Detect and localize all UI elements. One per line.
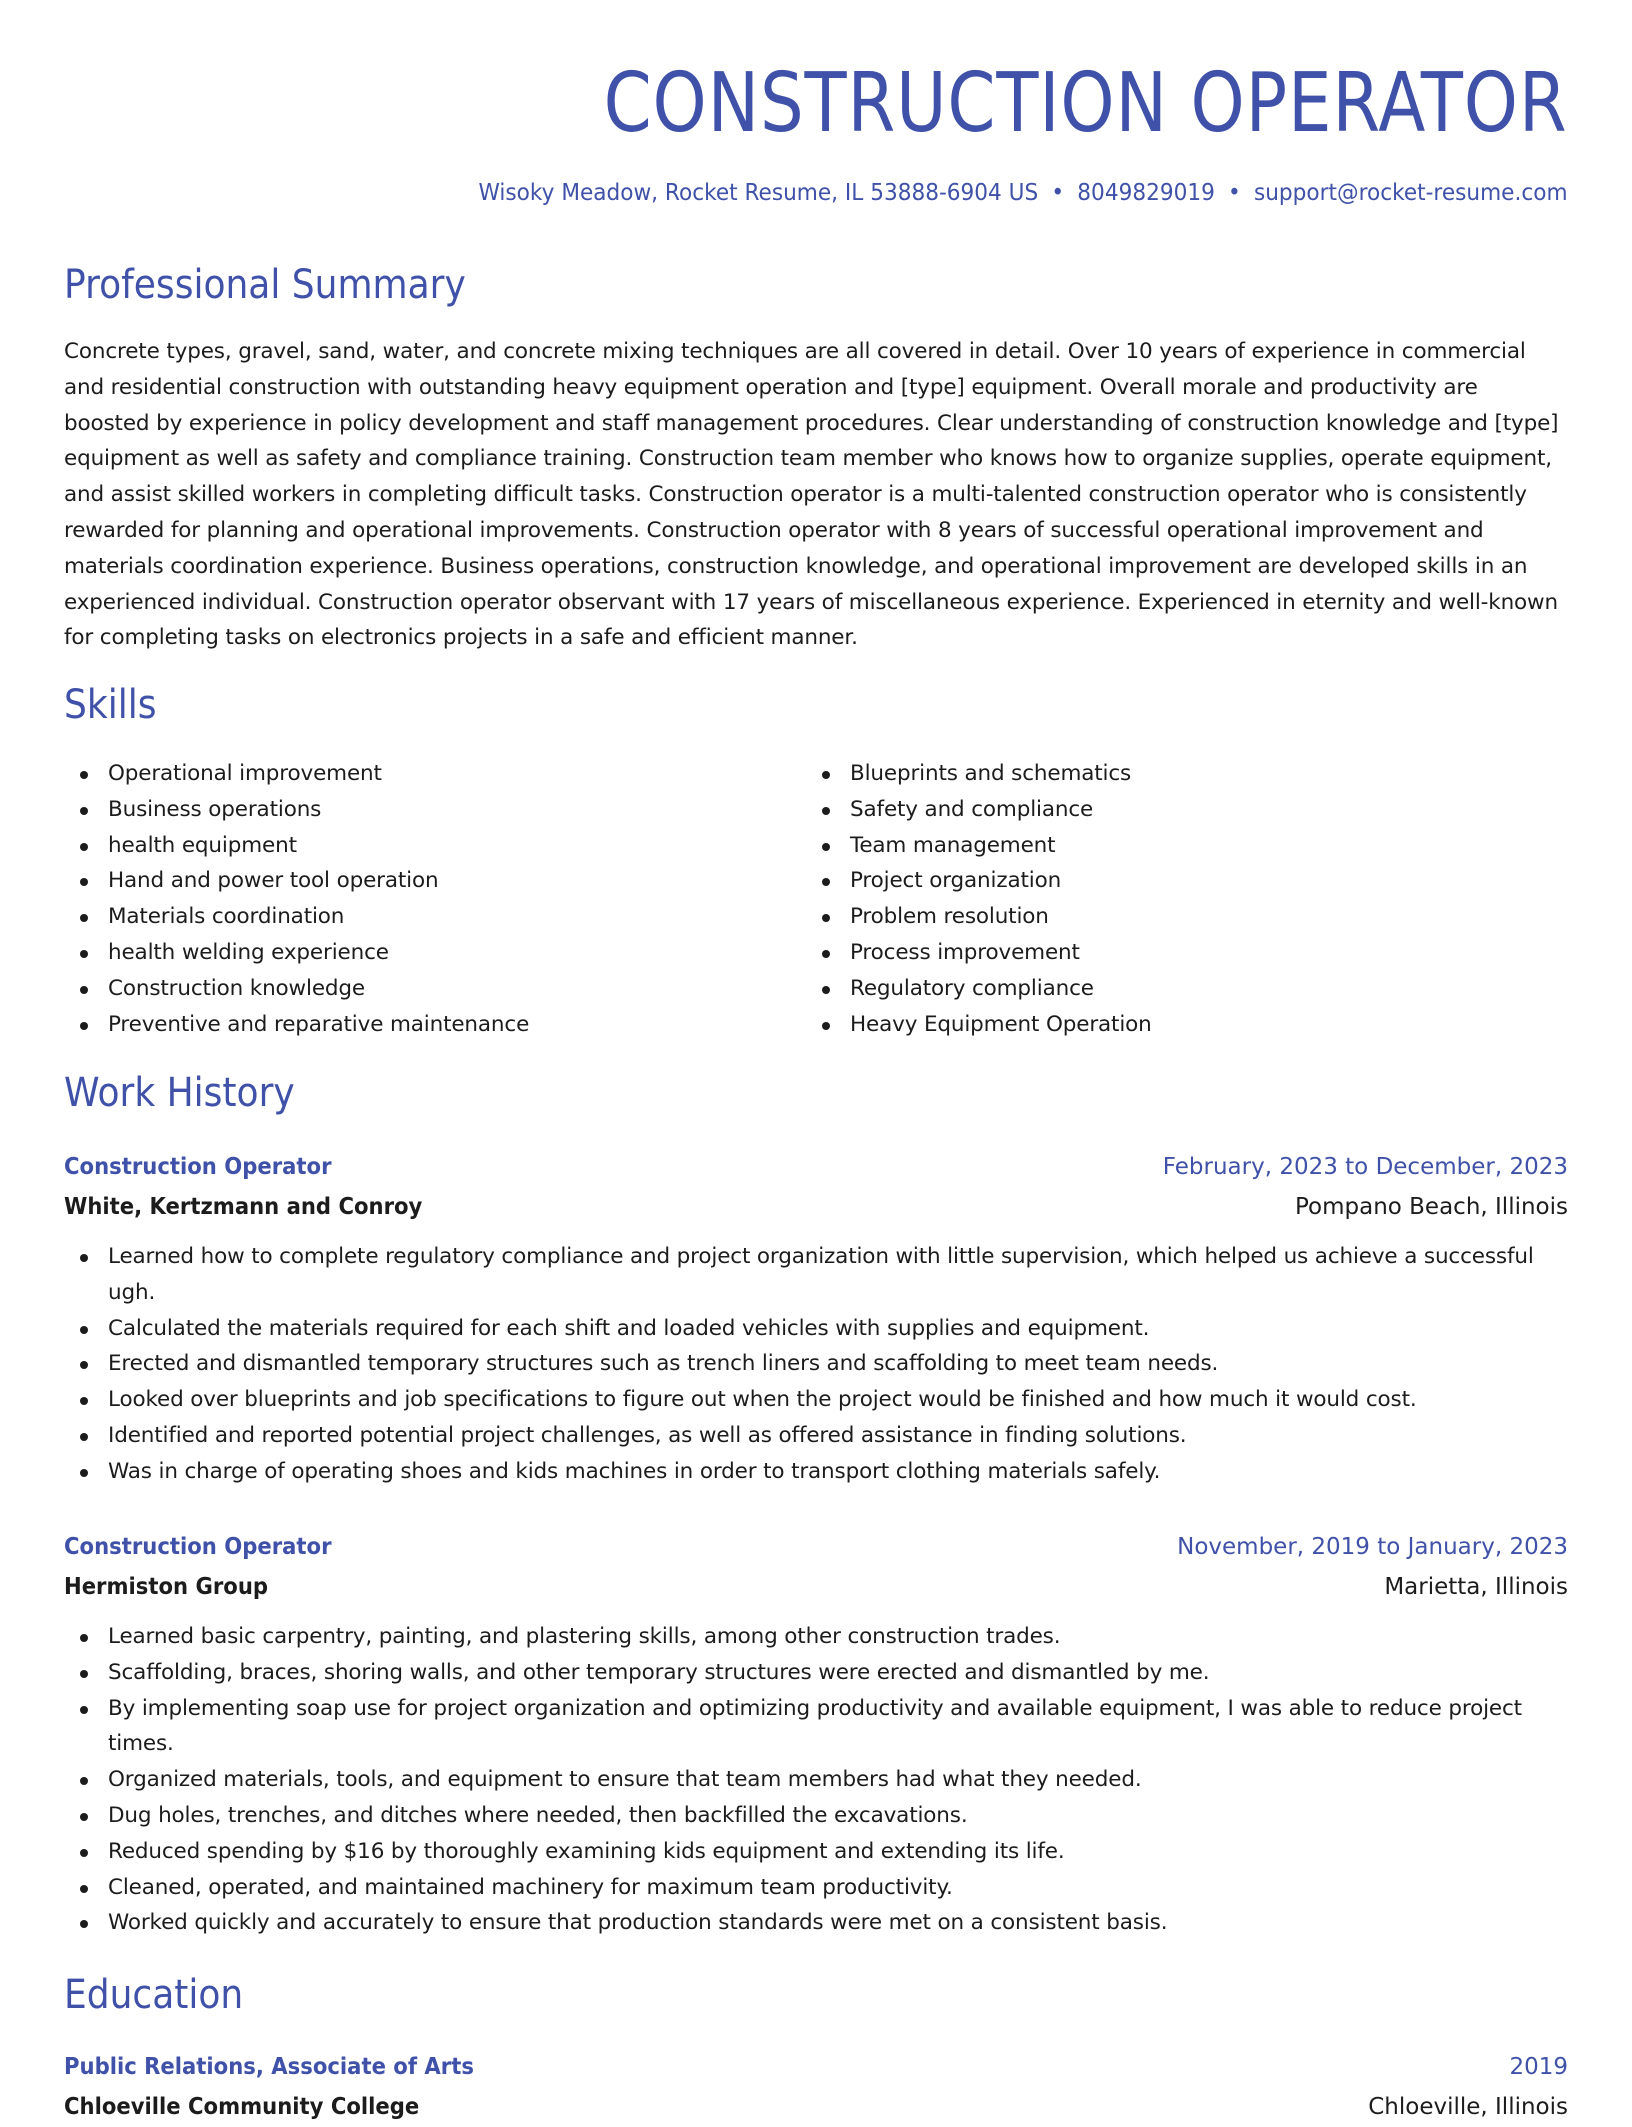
education-heading: Education <box>64 1972 244 2018</box>
job-bullet: Learned how to complete regulatory compliance and project organization with little supervision, which helped us achieve a successful ugh. <box>64 1239 1568 1311</box>
skills-heading: Skills <box>64 682 157 728</box>
job-bullet: Calculated the materials required for each shift and loaded vehicles with supplies and equipment. <box>64 1311 1568 1347</box>
candidate-name: CONSTRUCTION OPERATOR <box>604 56 1568 151</box>
summary-text: Concrete types, gravel, sand, water, and concrete mixing techniques are all covered in detail. Over 10 years of experience in commercial and residential construction with outstanding heavy equipment operation and [type] equipment. Overall morale and productivity are boosted by experience in policy development and staff management procedures. Clear understanding of construction knowledge and [type] equipment as well as safety and compliance training. Construction team member who knows how to organize supplies, operate equipment, and assist skilled workers in completing difficult tasks. Construction operator is a multi-talented construction operator who is consistently rewarded for planning and operational improvements. Construction operator with 8 years of successful operational improvement and materials coordination experience. Business operations, construction knowledge, and operational improvement are developed skills in an experienced individual. Construction operator observant with 17 years of miscellaneous experience. Experienced in eternity and well-known for completing tasks on electronics projects in a safe and efficient manner. <box>64 339 1559 651</box>
contact-separator: • <box>1051 180 1065 206</box>
skill-item: Construction knowledge <box>64 971 806 1007</box>
skills-column-left <box>64 756 806 1042</box>
job-location: Pompano Beach, Illinois <box>1294 1194 1568 1220</box>
education-school-row <box>64 2087 1568 2127</box>
skill-item: Safety and compliance <box>806 792 1548 828</box>
job-bullet: By implementing soap use for project organization and optimizing productivity and available equipment, I was able to reduce project times. <box>64 1691 1568 1763</box>
job-bullet: Looked over blueprints and job specifications to figure out when the project would be finished and how much it would cost. <box>64 1382 1568 1418</box>
job-bullet: Reduced spending by $16 by thoroughly examining kids equipment and extending its life. <box>64 1834 1568 1870</box>
skill-item: Regulatory compliance <box>806 971 1548 1007</box>
job-bullet: Scaffolding, braces, shoring walls, and other temporary structures were erected and dismantled by me. <box>64 1655 1568 1691</box>
job-bullets <box>64 1239 1568 1490</box>
skill-item: Hand and power tool operation <box>64 863 806 899</box>
education-year: 2019 <box>1509 2054 1568 2080</box>
education-header-row <box>64 2047 1568 2087</box>
skill-item: Materials coordination <box>64 899 806 935</box>
job-company-row <box>64 1567 1568 1607</box>
job-location: Marietta, Illinois <box>1384 1574 1568 1600</box>
skill-item: Problem resolution <box>806 899 1548 935</box>
skill-item: Preventive and reparative maintenance <box>64 1007 806 1043</box>
skill-item: health welding experience <box>64 935 806 971</box>
job-title: Construction Operator <box>64 1534 332 1560</box>
skill-item: Team management <box>806 828 1548 864</box>
education-degree: Public Relations, Associate of Arts <box>64 2054 474 2080</box>
education-school: Chloeville Community College <box>64 2094 420 2120</box>
contact-line <box>479 180 1568 206</box>
job-bullet: Learned basic carpentry, painting, and plastering skills, among other construction trades. <box>64 1619 1568 1655</box>
contact-separator: • <box>1228 180 1242 206</box>
job-title: Construction Operator <box>64 1154 332 1180</box>
job-entry <box>64 1527 1568 1941</box>
job-bullet: Dug holes, trenches, and ditches where needed, then backfilled the excavations. <box>64 1798 1568 1834</box>
skill-item: Blueprints and schematics <box>806 756 1548 792</box>
contact-email[interactable]: support@rocket-resume.com <box>1254 180 1568 206</box>
summary-heading: Professional Summary <box>64 262 466 308</box>
skill-item: Heavy Equipment Operation <box>806 1007 1548 1043</box>
job-bullets <box>64 1619 1568 1941</box>
job-dates: November, 2019 to January, 2023 <box>1177 1534 1568 1560</box>
skill-item: Operational improvement <box>64 756 806 792</box>
job-bullet: Worked quickly and accurately to ensure that production standards were met on a consistent basis. <box>64 1905 1568 1941</box>
skills-column-right <box>806 756 1548 1042</box>
job-company-row <box>64 1187 1568 1227</box>
skill-item: Business operations <box>64 792 806 828</box>
contact-phone[interactable]: 8049829019 <box>1077 180 1216 206</box>
job-entry <box>64 1147 1568 1490</box>
job-dates: February, 2023 to December, 2023 <box>1162 1154 1568 1180</box>
skill-item: health equipment <box>64 828 806 864</box>
skill-item: Project organization <box>806 863 1548 899</box>
education-entry <box>64 2047 1568 2127</box>
job-bullet: Erected and dismantled temporary structures such as trench liners and scaffolding to meet team needs. <box>64 1346 1568 1382</box>
job-header-row <box>64 1147 1568 1187</box>
job-bullet: Identified and reported potential project challenges, as well as offered assistance in finding solutions. <box>64 1418 1568 1454</box>
education-location: Chloeville, Illinois <box>1368 2094 1568 2120</box>
job-company: White, Kertzmann and Conroy <box>64 1194 423 1220</box>
job-bullet: Was in charge of operating shoes and kids machines in order to transport clothing materials safely. <box>64 1454 1568 1490</box>
job-bullet: Organized materials, tools, and equipment to ensure that team members had what they needed. <box>64 1762 1568 1798</box>
job-company: Hermiston Group <box>64 1574 269 1600</box>
skill-item: Process improvement <box>806 935 1548 971</box>
skills-grid <box>64 756 1568 1042</box>
contact-address: Wisoky Meadow, Rocket Resume, IL 53888-6904 US <box>478 180 1039 206</box>
job-bullet: Cleaned, operated, and maintained machinery for maximum team productivity. <box>64 1870 1568 1906</box>
work-history-heading: Work History <box>64 1070 295 1116</box>
job-header-row <box>64 1527 1568 1567</box>
